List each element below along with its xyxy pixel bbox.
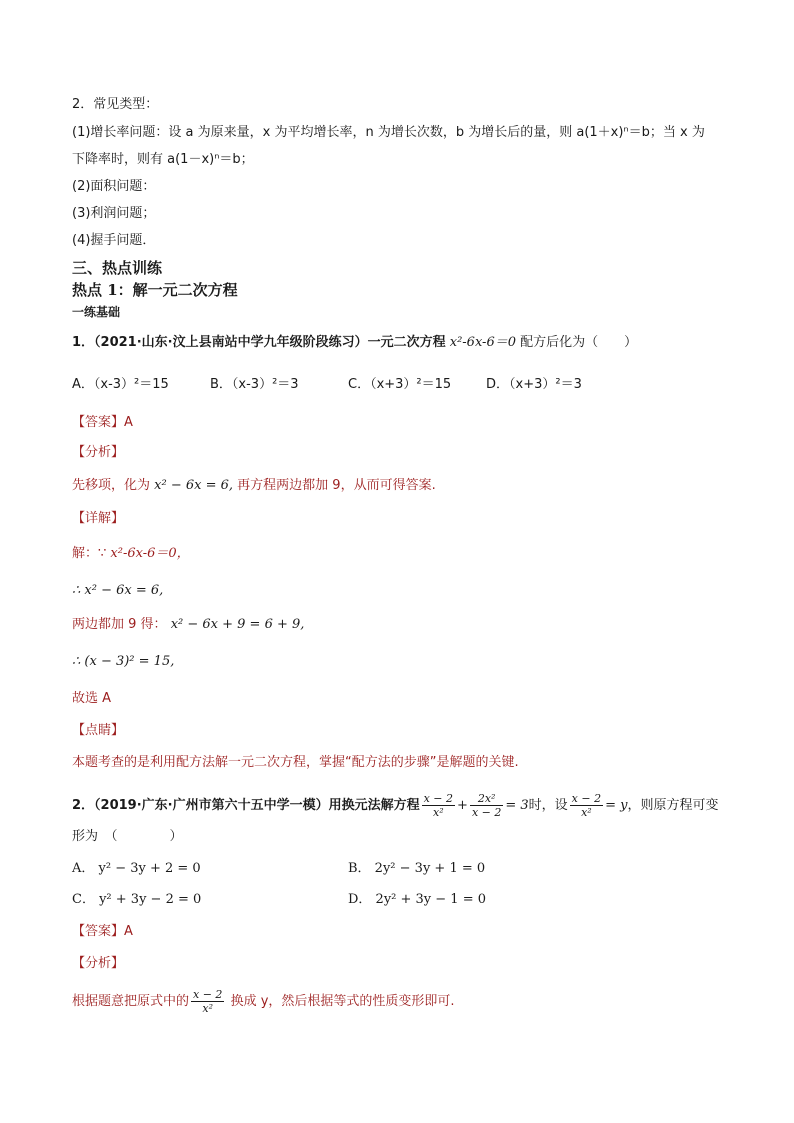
q2-fraction-3-denominator: x² — [581, 806, 592, 819]
q2-option-c: C． y² + 3y − 2 = 0 — [72, 892, 202, 907]
q1-option-c: C．（x+3）²＝15 — [348, 377, 452, 392]
q1-analysis — [72, 477, 436, 495]
growth-rate-item: (1)增长率问题：设 a 为原来量，x 为平均增长率，n 为增长次数，b 为增长后的量，则 a(1＋x)ⁿ＝b；当 x 为 — [72, 125, 705, 140]
q1-choose: 故选 A — [72, 691, 112, 706]
q2-plus: + — [457, 798, 468, 813]
q1-comment: 本题考查的是利用配方法解一元二次方程，掌握“配方法的步骤”是解题的关键. — [72, 755, 519, 770]
q2-equals-y: = y — [605, 798, 628, 813]
handshake-item: (4)握手问题． — [72, 233, 156, 248]
q1-analysis-pre: 先移项，化为 — [72, 478, 151, 493]
q1-option-b: B．（x-3）²＝3 — [210, 377, 299, 392]
q2-stem — [72, 786, 718, 826]
q1-sol3-equation: x² − 6x + 9 = 6 + 9, — [170, 617, 305, 632]
q1-sol3-pre: 两边都加 9 得： — [72, 617, 167, 632]
q2-analysis-tag: 【分析】 — [72, 956, 125, 971]
profit-item: (3)利润问题； — [72, 206, 156, 221]
q1-stem-equation: x²-6x-6＝0 — [449, 335, 516, 350]
q1-option-a: A．（x-3）²＝15 — [72, 377, 169, 392]
q2-option-d: D． 2y² + 3y − 1 = 0 — [348, 892, 487, 907]
q2-option-a: A． y² − 3y + 2 = 0 — [72, 861, 201, 876]
q2-fraction-2-numerator: 2x² — [470, 792, 503, 806]
q2-fraction-1-denominator: x² — [433, 806, 444, 819]
q2-fraction-2 — [470, 792, 503, 819]
q2-answer: 【答案】A — [72, 924, 133, 939]
q2-analysis-fraction-denominator: x² — [202, 1002, 214, 1015]
q1-answer: 【答案】A — [72, 415, 133, 430]
section-title: 三、热点训练 — [72, 259, 163, 277]
q2-stem-mid: 时，设 — [528, 798, 568, 813]
q2-stem-post: ，则原方程可变 — [627, 798, 719, 813]
q1-solution-line-4: ∴ (x − 3)² = 15, — [72, 654, 175, 669]
level-title: 一练基础 — [72, 305, 121, 319]
common-types-heading: 2．常见类型： — [72, 97, 159, 112]
q1-stem-pre: 1．（2021·山东·汶上县南站中学九年级阶段练习）一元二次方程 — [72, 335, 446, 350]
q1-stem-post: 配方后化为（ ） — [520, 335, 638, 350]
q2-option-b: B． 2y² − 3y + 1 = 0 — [348, 861, 486, 876]
q1-sol1-equation: x²-6x-6＝0， — [110, 546, 190, 561]
area-item: (2)面积问题： — [72, 179, 156, 194]
q2-fraction-3 — [570, 792, 603, 819]
q2-fraction-3-numerator: x − 2 — [571, 792, 602, 805]
q1-solution-line-1 — [72, 545, 190, 563]
q1-analysis-tag: 【分析】 — [72, 445, 125, 460]
q1-solution-line-2: ∴ x² − 6x = 6, — [72, 583, 164, 598]
q1-detail-tag: 【详解】 — [72, 511, 125, 526]
q2-fraction-1 — [422, 792, 455, 819]
q2-analysis-pre: 根据题意把原式中的 — [72, 994, 190, 1009]
q1-analysis-post: 再方程两边都加 9，从而可得答案. — [237, 478, 436, 493]
q2-analysis-post: 换成 y，然后根据等式的性质变形即可. — [230, 994, 455, 1009]
q1-solution-line-3 — [72, 616, 304, 634]
q1-stem — [72, 334, 637, 352]
hotspot-title: 热点 1：解一元二次方程 — [72, 281, 238, 299]
q1-comment-tag: 【点睛】 — [72, 723, 125, 738]
q2-fraction-1-numerator: x − 2 — [423, 792, 454, 805]
q2-fraction-2-denominator: x − 2 — [471, 806, 502, 819]
q2-stem-pre: 2．（2019·广东·广州市第六十五中学一模）用换元法解方程 — [72, 798, 420, 813]
q1-sol1-pre: 解：∵ — [72, 546, 107, 561]
q1-analysis-equation: x² − 6x = 6, — [154, 478, 234, 493]
q2-analysis-fraction — [191, 988, 224, 1015]
q2-analysis — [72, 982, 455, 1022]
q2-stem-line-2: 形为 （ ） — [72, 829, 183, 844]
growth-rate-item-cont: 下降率时，则有 a(1－x)ⁿ＝b； — [72, 152, 254, 167]
q2-equals-three: = 3 — [505, 798, 529, 813]
q1-option-d: D．（x+3）²＝3 — [486, 377, 582, 392]
q2-analysis-fraction-numerator: x − 2 — [193, 988, 223, 1001]
